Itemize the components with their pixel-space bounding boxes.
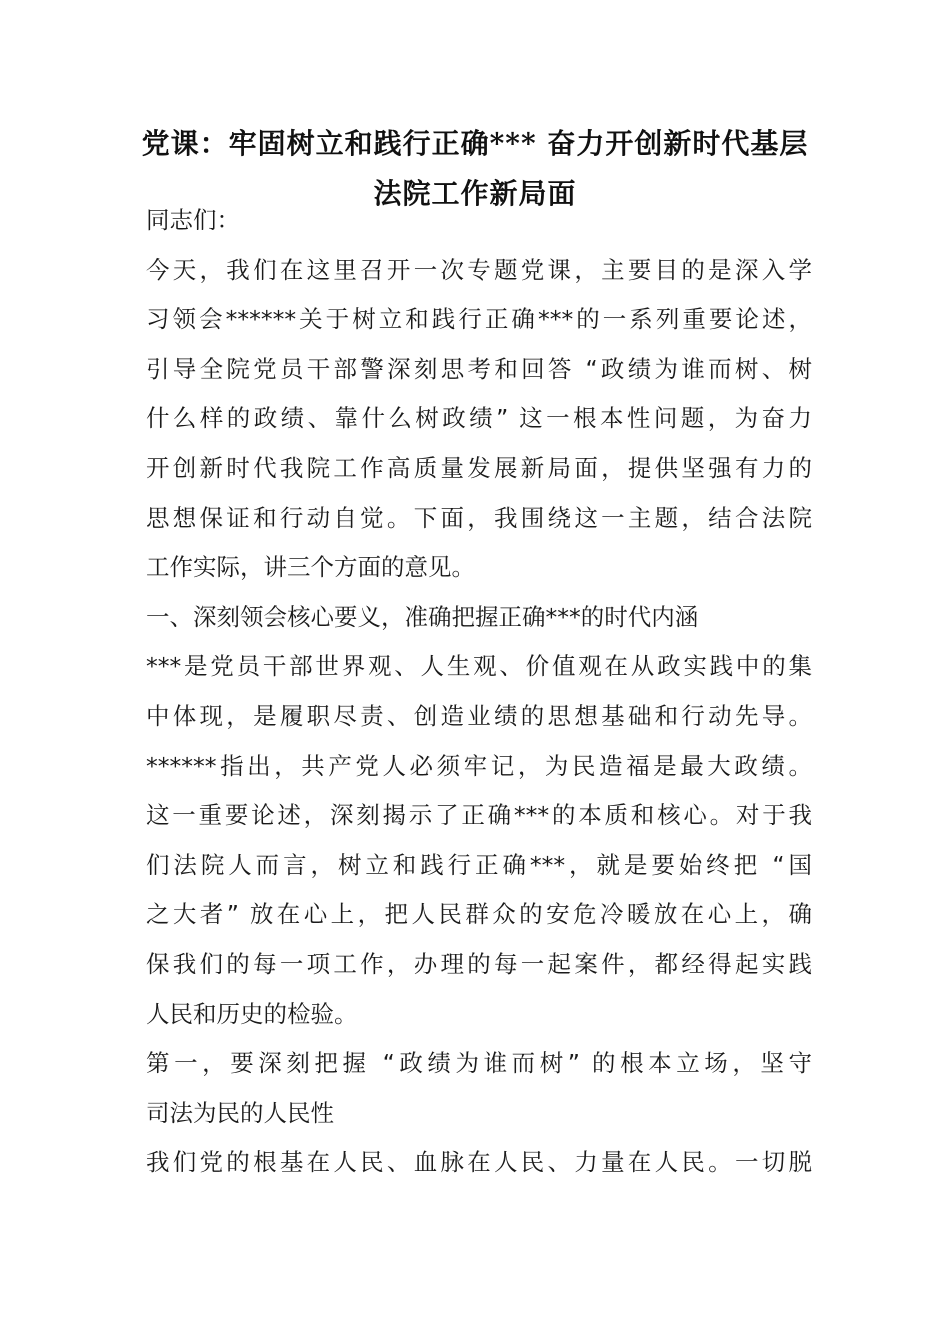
body-line: 们法院人而言，树立和践行正确***，就是要始终把 “国 — [146, 850, 812, 879]
document-title-line-2: 法院工作新局面 — [373, 177, 577, 210]
subsection-heading: 第一，要深刻把握 “政绩为谁而树” 的根本立场，坚守 — [146, 1049, 812, 1078]
section-heading: 一、深刻领会核心要义，准确把握正确***的时代内涵 — [146, 602, 699, 631]
body-line: 中体现，是履职尽责、创造业绩的思想基础和行动先导。 — [146, 701, 812, 730]
body-line: 习领会******关于树立和践行正确***的一系列重要论述， — [146, 305, 812, 334]
body-line: ***是党员干部世界观、人生观、价值观在从政实践中的集 — [146, 652, 812, 681]
body-line: ******指出，共产党人必须牢记，为民造福是最大政绩。 — [146, 751, 812, 780]
body-line: 之大者” 放在心上，把人民群众的安危冷暖放在心上，确 — [146, 900, 812, 929]
body-line: 我们党的根基在人民、血脉在人民、力量在人民。一切脱 — [146, 1148, 812, 1177]
body-line: 开创新时代我院工作高质量发展新局面，提供坚强有力的 — [146, 453, 812, 482]
salutation: 同志们： — [146, 206, 240, 234]
document-body — [146, 196, 812, 1188]
body-line: 什么样的政绩、靠什么树政绩” 这一根本性问题，为奋力 — [146, 404, 812, 433]
body-line: 思想保证和行动自觉。下面，我围绕这一主题，结合法院 — [146, 503, 812, 532]
body-line: 人民和历史的检验。 — [146, 999, 358, 1028]
subsection-heading: 司法为民的人民性 — [146, 1098, 334, 1127]
body-line: 保我们的每一项工作，办理的每一起案件，都经得起实践 — [146, 949, 812, 978]
body-line: 引导全院党员干部警深刻思考和回答 “政绩为谁而树、树 — [146, 354, 812, 383]
document-title-line-1: 党课：牢固树立和践行正确*** 奋力开创新时代基层 — [141, 127, 809, 160]
body-line: 今天，我们在这里召开一次专题党课，主要目的是深入学 — [146, 255, 812, 284]
body-line: 工作实际，讲三个方面的意见。 — [146, 553, 475, 582]
body-line: 这一重要论述，深刻揭示了正确***的本质和核心。对于我 — [146, 801, 812, 830]
